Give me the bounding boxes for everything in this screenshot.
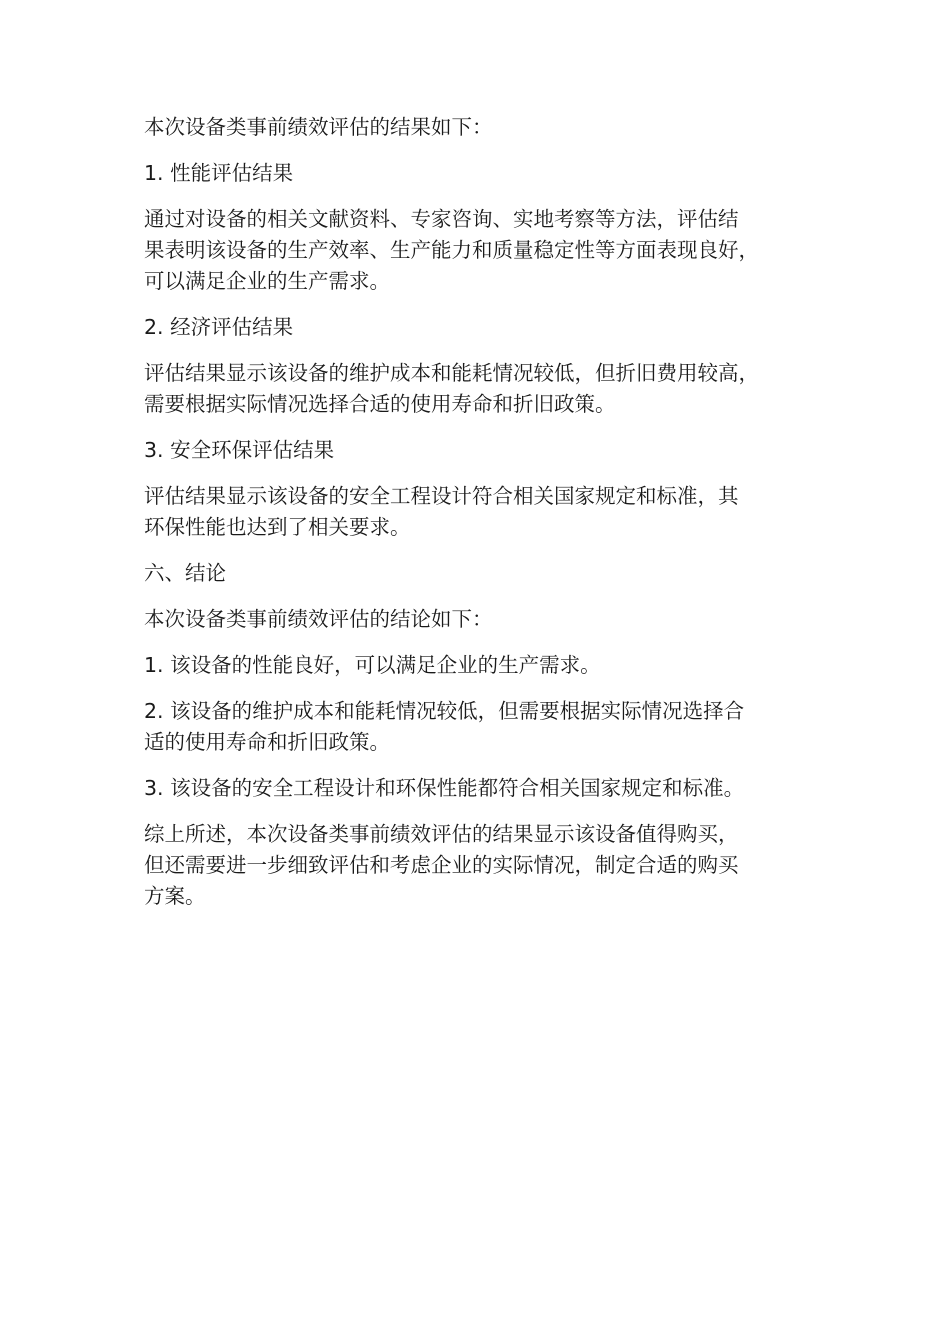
intro-conclusion-paragraph <box>144 604 824 635</box>
text-line: 方案。 <box>144 884 206 908</box>
document-page <box>144 112 824 927</box>
text-line: 果表明该设备的生产效率、生产能力和质量稳定性等方面表现良好， <box>144 238 759 262</box>
text-line: 3. 安全环保评估结果 <box>144 438 335 462</box>
heading-economic <box>144 312 824 343</box>
text-line: 2. 该设备的维护成本和能耗情况较低，但需要根据实际情况选择合 <box>144 699 745 723</box>
economic-paragraph <box>144 358 824 420</box>
text-line: 本次设备类事前绩效评估的结果如下： <box>144 115 493 139</box>
text-line: 需要根据实际情况选择合适的使用寿命和折旧政策。 <box>144 392 616 416</box>
text-line: 评估结果显示该设备的维护成本和能耗情况较低，但折旧费用较高， <box>144 361 759 385</box>
performance-paragraph <box>144 204 824 297</box>
intro-results-paragraph <box>144 112 824 143</box>
text-line: 六、结论 <box>144 561 226 585</box>
text-line: 本次设备类事前绩效评估的结论如下： <box>144 607 493 631</box>
text-line: 2. 经济评估结果 <box>144 315 294 339</box>
heading-safety <box>144 435 824 466</box>
conclusion-item-3 <box>144 773 824 804</box>
text-line: 1. 性能评估结果 <box>144 161 294 185</box>
safety-paragraph <box>144 481 824 543</box>
text-line: 1. 该设备的性能良好，可以满足企业的生产需求。 <box>144 653 601 677</box>
text-line: 可以满足企业的生产需求。 <box>144 269 390 293</box>
summary-paragraph <box>144 819 824 912</box>
text-line: 但还需要进一步细致评估和考虑企业的实际情况，制定合适的购买 <box>144 853 739 877</box>
text-line: 综上所述，本次设备类事前绩效评估的结果显示该设备值得购买， <box>144 822 739 846</box>
heading-performance <box>144 158 824 189</box>
text-line: 3. 该设备的安全工程设计和环保性能都符合相关国家规定和标准。 <box>144 776 745 800</box>
text-line: 适的使用寿命和折旧政策。 <box>144 730 390 754</box>
conclusion-item-2 <box>144 696 824 758</box>
conclusion-item-1 <box>144 650 824 681</box>
heading-conclusion <box>144 558 824 589</box>
text-line: 环保性能也达到了相关要求。 <box>144 515 411 539</box>
text-line: 通过对设备的相关文献资料、专家咨询、实地考察等方法，评估结 <box>144 207 739 231</box>
text-line: 评估结果显示该设备的安全工程设计符合相关国家规定和标准，其 <box>144 484 739 508</box>
